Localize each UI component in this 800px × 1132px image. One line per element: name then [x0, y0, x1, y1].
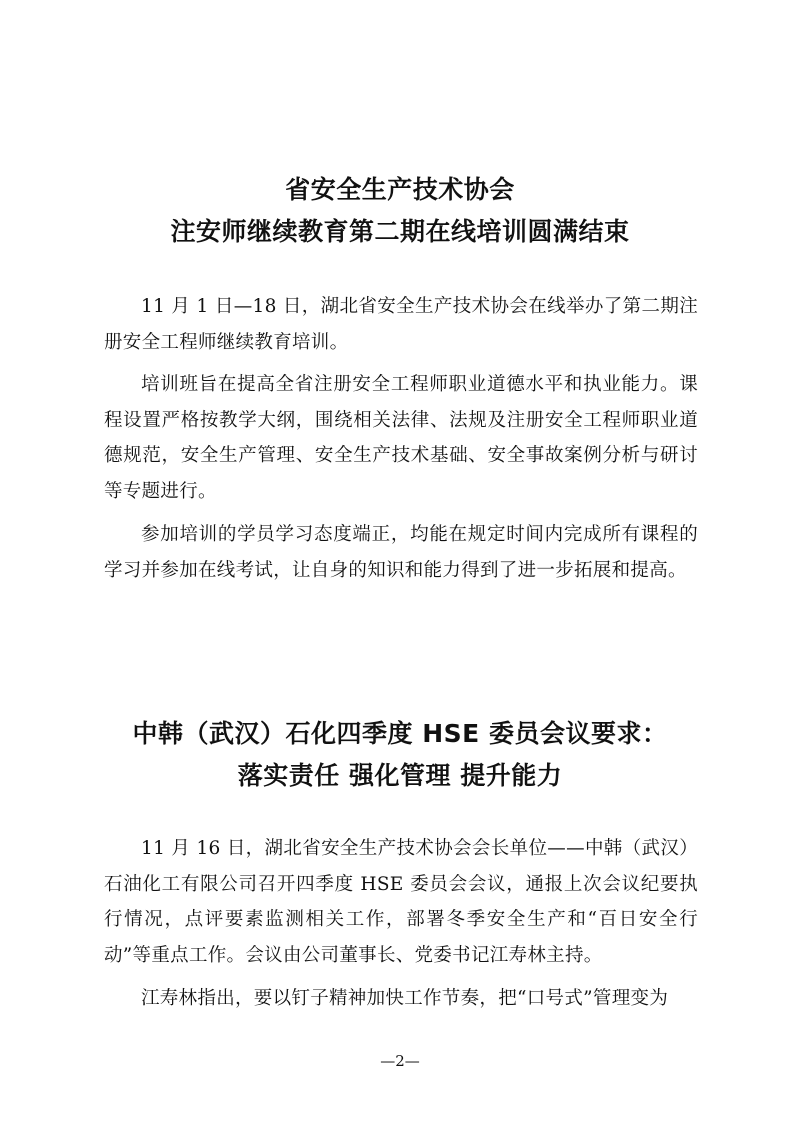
article-2-paragraph-2: 江寿林指出，要以钉子精神加快工作节奏，把“口号式”管理变为	[141, 988, 669, 1009]
article-2-paragraph-1: 11 月 16 日，湖北省安全生产技术协会会长单位——中韩（武汉）石油化工有限公司召开四季度 HSE 委员会会议，通报上次会议纪要执行情况，点评要素监测相关工作，部署冬季安全生产和“百日安全行动”等重点工作。会议由公司董事长、党委书记江寿林主持。	[104, 838, 698, 966]
article-1-paragraph-2: 培训班旨在提高全省注册安全工程师职业道德水平和执业能力。课程设置严格按教学大纲，围绕相关法律、法规及注册安全工程师职业道德规范，安全生产管理、安全生产技术基础、安全事故案例分析与研讨等专题进行。	[104, 374, 698, 502]
article-1-title-line-1: 省安全生产技术协会	[285, 175, 515, 204]
article-1-title-line-2: 注安师继续教育第二期在线培训圆满结束	[170, 217, 630, 246]
article-1-paragraph-3: 参加培训的学员学习态度端正，均能在规定时间内完成所有课程的学习并参加在线考试，让自身的知识和能力得到了进一步拓展和提高。	[104, 524, 698, 581]
page-number: —2—	[380, 1052, 420, 1070]
article-1-paragraph-1: 11 月 1 日—18 日，湖北省安全生产技术协会在线举办了第二期注册安全工程师继续教育培训。	[104, 296, 698, 353]
article-2-title-line-2: 落实责任 强化管理 提升能力	[237, 761, 563, 790]
article-2-title-line-1: 中韩（武汉）石化四季度 HSE 委员会议要求：	[132, 719, 668, 748]
